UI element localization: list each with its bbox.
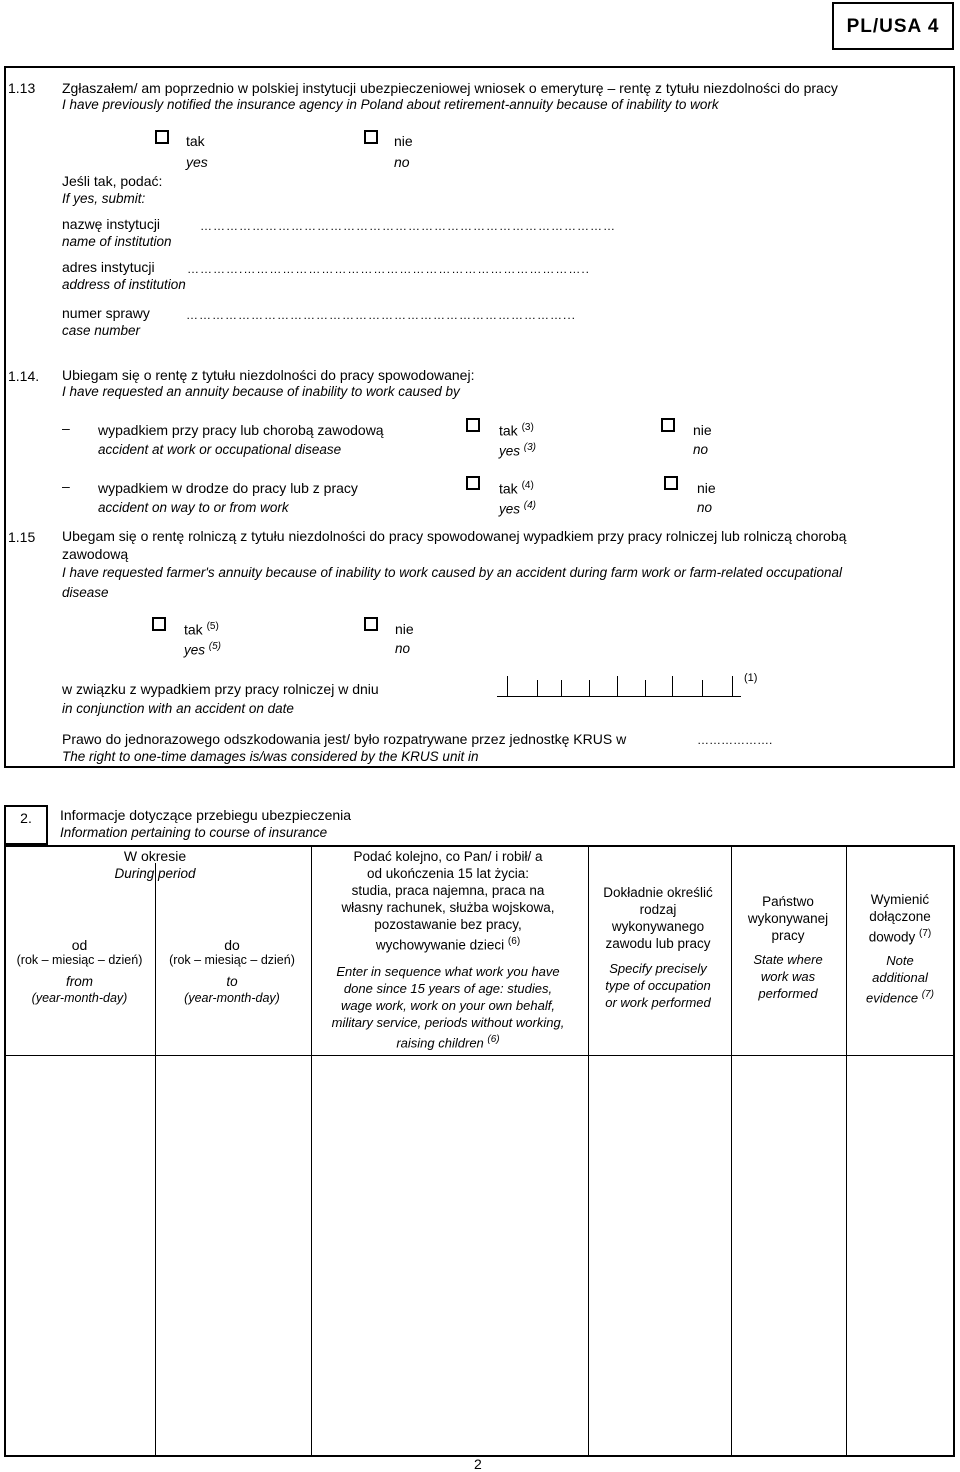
s115-no: no — [395, 641, 411, 656]
s115-tak-checkbox[interactable] — [152, 617, 166, 631]
s115-date-label-pl: w związku z wypadkiem przy pracy rolniczej w dniu — [62, 681, 379, 697]
from-heading-en: from — [66, 974, 93, 989]
s114-r1-nie: nie — [693, 422, 712, 438]
s114-r1-dash: – — [62, 420, 70, 436]
s114-r1-label-pl: wypadkiem przy pracy lub chorobą zawodową — [98, 422, 384, 438]
s114-title-en: I have requested an annuity because of inability to work caused by — [62, 384, 460, 399]
case-number-field[interactable]: ……………………………………………………………………………... — [186, 308, 577, 322]
activity-heading-pl: Podać kolejno, co Pan/ i robił/ a od ukończenia 15 lat życia: studia, praca najemna, praca na własny rachunek, służba wojskowa, pozostawanie bez pracy, wychowywanie dzieci $^{(6)}$ — [341, 849, 555, 953]
state-cell[interactable] — [731, 1055, 844, 1453]
section-2-title-en: Information pertaining to course of insurance — [60, 825, 328, 840]
s115-nie: nie — [395, 621, 414, 637]
form-code: PL/USA 4 — [846, 16, 940, 37]
to-heading-pl: do — [224, 937, 240, 953]
page-number: 2 — [474, 1456, 482, 1472]
inst-name-field[interactable]: …………………………………………………………………………………… — [200, 219, 616, 233]
s114-r1-nie-checkbox[interactable] — [661, 418, 675, 432]
section-2-title-pl: Informacje dotyczące przebiegu ubezpieczenia — [60, 807, 352, 823]
s113-title-pl: Zgłaszałem/ am poprzednio w polskiej instytucji ubezpieczeniowej wniosek o emeryturę – rentę z tytułu niezdolności do pracy — [62, 80, 838, 96]
activity-heading-en: Enter in sequence what work you have done since 15 years of age: studies, wage work, work on your own behalf, military service, periods without working, raising children $^{(6)}$ — [331, 964, 565, 1051]
section-1-frame — [4, 66, 955, 768]
s113-if-pl: Jeśli tak, podać: — [62, 173, 163, 189]
s114-r2-dash: – — [62, 478, 70, 494]
from-date-cell[interactable] — [6, 1055, 153, 1453]
s114-r1-label-en: accident at work or occupational disease — [98, 442, 342, 457]
section-2-number-box — [4, 805, 48, 845]
s115-number: 1.15 — [8, 529, 36, 545]
inst-name-label-pl: nazwę instytucji — [62, 216, 161, 232]
s115-title-pl: Ubegam się o rentę rolniczą z tytułu niezdolności do pracy spowodowanej wypadkiem przy pracy rolniczej lub rolniczą chorobą — [62, 528, 847, 544]
inst-name-label-en: name of institution — [62, 234, 172, 249]
s115-title-pl-2: zawodową — [62, 546, 129, 562]
s113-number: 1.13 — [8, 80, 36, 96]
s114-r1-no: no — [693, 442, 709, 457]
state-heading-pl: Państwo wykonywanej pracy — [747, 894, 829, 943]
evidence-heading-en: Note additional evidence $^{(7)}$ — [866, 953, 934, 1006]
s114-r2-yes: yes $^{(4)}$ — [499, 500, 537, 517]
occupation-cell[interactable] — [588, 1055, 729, 1453]
krus-label-en: The right to one-time damages is/was considered by the KRUS unit in — [62, 749, 479, 764]
occupation-heading-en: Specify precisely type of occupation or work performed — [605, 961, 711, 1010]
s114-r2-nie: nie — [697, 480, 716, 496]
from-format-en: (year-month-day) — [31, 991, 128, 1005]
inst-address-label-pl: adres instytucji — [62, 259, 155, 275]
s114-r2-label-pl: wypadkiem w drodze do pracy lub z pracy — [98, 480, 358, 496]
s114-r2-tak-checkbox[interactable] — [466, 476, 480, 490]
s114-r2-tak: tak $^{(4)}$ — [499, 480, 534, 497]
form-code-box — [832, 2, 954, 50]
from-heading-pl: od — [71, 937, 88, 953]
activity-cell[interactable] — [311, 1055, 586, 1453]
s113-nie-checkbox[interactable] — [364, 130, 378, 144]
s114-title-pl: Ubiegam się o rentę z tytułu niezdolności do pracy spowodowanej: — [62, 367, 475, 383]
s115-title-en: I have requested farmer's annuity because of inability to work caused by an accident during farm work or farm-related occupational — [62, 565, 842, 580]
evidence-heading-pl: Wymienić dołączone dowody $^{(7)}$ — [868, 892, 932, 945]
occupation-heading-pl: Dokładnie określić rodzaj wykonywanego zawodu lub pracy — [603, 885, 713, 951]
s115-date-sup: (1) — [744, 672, 758, 684]
s114-r2-label-en: accident on way to or from work — [98, 500, 289, 515]
section-2-number: 2. — [20, 810, 32, 826]
to-format-pl: (rok – miesiąc – dzień) — [169, 953, 295, 967]
period-heading-en: During period — [114, 866, 196, 881]
s114-r2-nie-checkbox[interactable] — [664, 476, 678, 490]
inst-address-label-en: address of institution — [62, 277, 186, 292]
s115-tak: tak $^{(5)}$ — [184, 621, 219, 638]
case-number-label-pl: numer sprawy — [62, 305, 150, 321]
case-number-label-en: case number — [62, 323, 141, 338]
state-heading-en: State where work was performed — [753, 952, 823, 1001]
s115-nie-checkbox[interactable] — [364, 617, 378, 631]
to-heading-en: to — [226, 974, 238, 989]
evidence-cell[interactable] — [846, 1055, 952, 1453]
s113-if-en: If yes, submit: — [62, 191, 146, 206]
s115-title-en-2: disease — [62, 585, 109, 600]
s114-number: 1.14. — [8, 368, 40, 384]
s113-yes-label: yes — [186, 154, 208, 170]
s114-r1-yes: yes $^{(3)}$ — [499, 442, 537, 459]
to-format-en: (year-month-day) — [184, 991, 280, 1005]
s113-tak-checkbox[interactable] — [155, 130, 169, 144]
to-date-cell[interactable] — [155, 1055, 308, 1453]
s113-tak-label: tak — [186, 133, 205, 149]
s114-r2-no: no — [697, 500, 713, 515]
s115-date-label-en: in conjunction with an accident on date — [62, 701, 294, 716]
s114-r1-tak-checkbox[interactable] — [466, 418, 480, 432]
s113-title-en: I have previously notified the insurance agency in Poland about retirement-annuity because of inability to work — [62, 97, 719, 112]
s115-yes: yes $^{(5)}$ — [184, 641, 222, 658]
period-heading-pl: W okresie — [123, 848, 187, 864]
krus-field[interactable]: ………………. — [697, 733, 773, 747]
accident-date-field[interactable] — [497, 676, 743, 698]
inst-address-field[interactable]: ………….…………………………………………………………………….. — [187, 262, 591, 276]
s114-r1-tak: tak $^{(3)}$ — [499, 422, 534, 439]
s113-no-label: no — [394, 154, 410, 170]
s113-nie-label: nie — [394, 133, 413, 149]
krus-label-pl: Prawo do jednorazowego odszkodowania jest/ było rozpatrywane przez jednostkę KRUS w — [62, 731, 627, 747]
from-format-pl: (rok – miesiąc – dzień) — [16, 953, 143, 967]
